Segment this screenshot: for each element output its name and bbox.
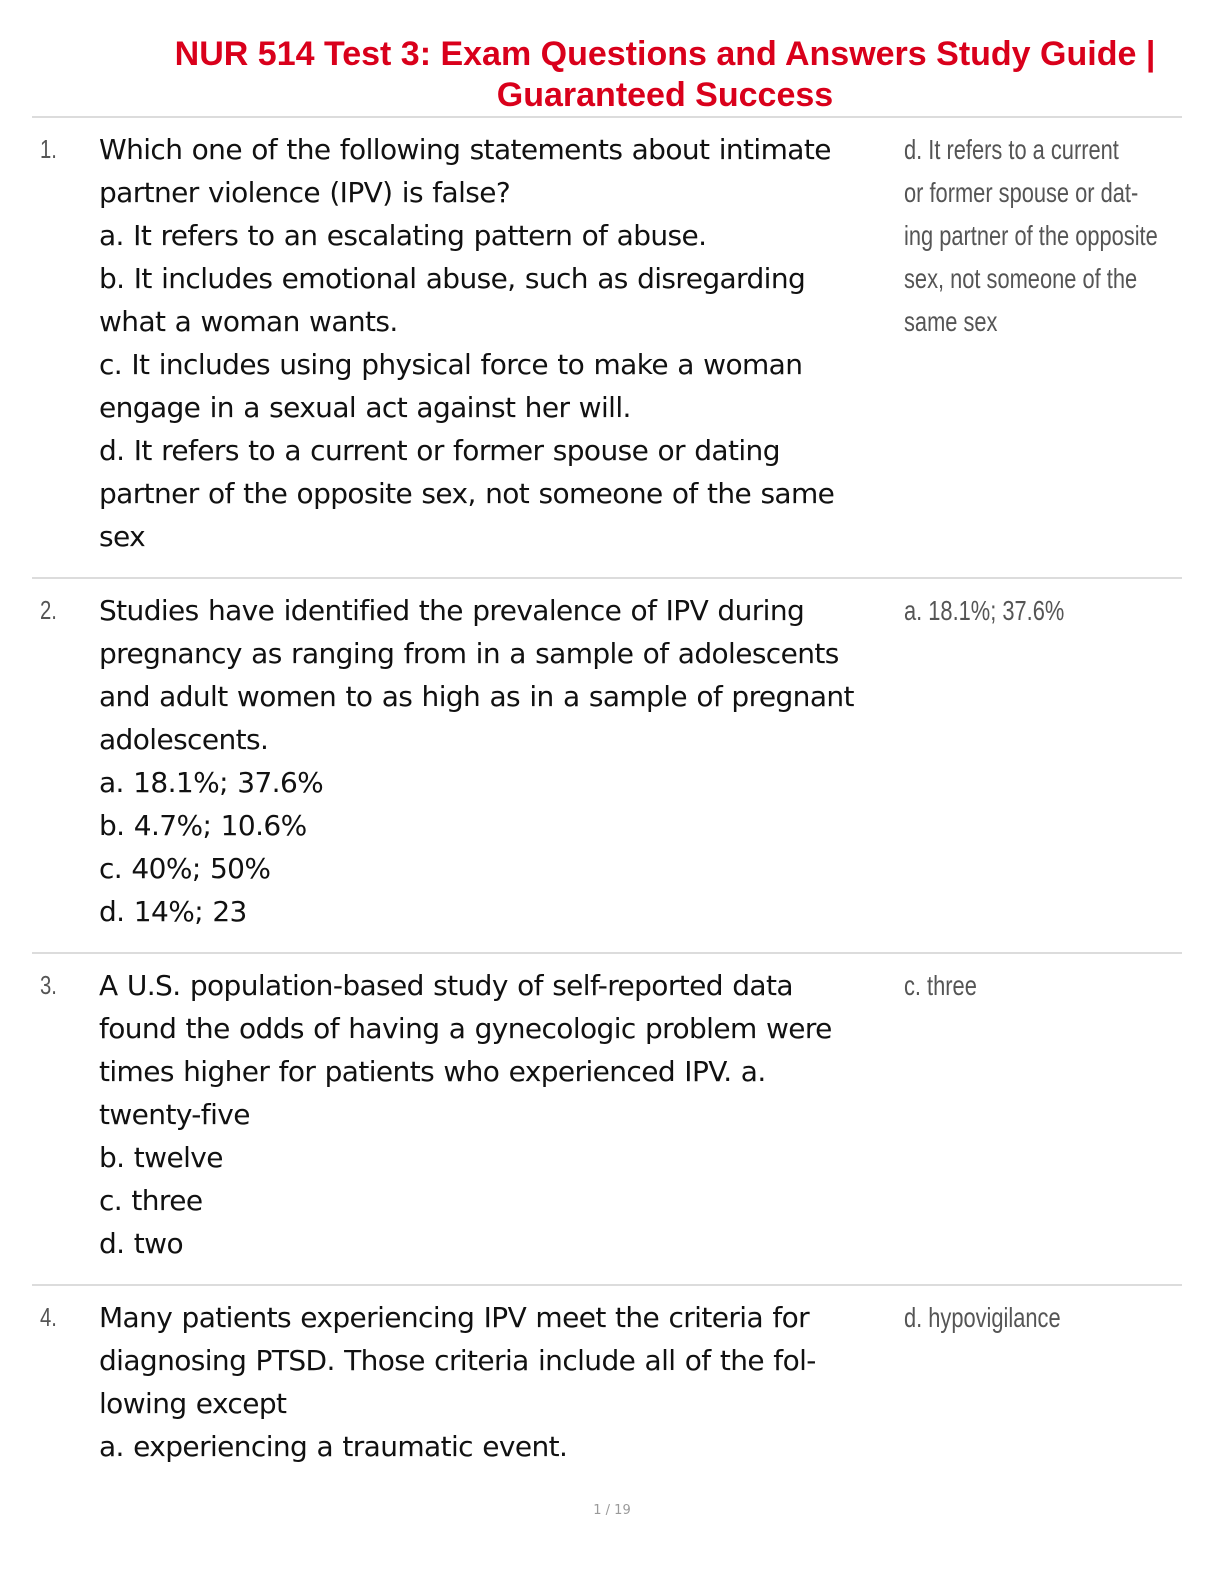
answer-line: ing partner of the opposite (904, 220, 1158, 251)
question-number: 3. (40, 970, 57, 1000)
answer-line: d. It refers to a current (904, 134, 1119, 165)
answer-text (904, 1296, 1138, 1339)
answer-text (904, 589, 1138, 632)
answer-line: sex, not someone of the (904, 263, 1138, 294)
question-line: c. three (99, 1184, 203, 1217)
question-number: 4. (40, 1302, 57, 1332)
question-line: pregnancy as ranging from in a sample of adolescents (99, 637, 839, 670)
question-line: sex (99, 520, 146, 553)
question-line: b. It includes emotional abuse, such as disregarding (99, 262, 806, 295)
document-title-line-2: Guaranteed Success (496, 76, 834, 114)
question-number: 2. (40, 595, 57, 625)
question-text (99, 128, 899, 558)
question-line: b. 4.7%; 10.6% (99, 809, 307, 842)
question-line: diagnosing PTSD. Those criteria include all of the fol- (99, 1344, 816, 1377)
question-number: 1. (40, 134, 57, 164)
question-line: partner of the opposite sex, not someone of the same (99, 477, 835, 510)
question-line: times higher for patients who experienced IPV. a. (99, 1055, 766, 1088)
divider (32, 577, 1182, 579)
question-line: twenty-five (99, 1098, 250, 1131)
question-line: Which one of the following statements about intimate (99, 133, 831, 166)
answer-line: d. hypovigilance (904, 1302, 1061, 1333)
question-line: a. experiencing a traumatic event. (99, 1430, 568, 1463)
question-line: partner violence (IPV) is false? (99, 176, 511, 209)
page-indicator: 1 / 19 (593, 1503, 631, 1518)
question-line: d. two (99, 1227, 183, 1260)
document-title (110, 34, 1220, 116)
question-line: what a woman wants. (99, 305, 398, 338)
answer-text (904, 128, 1158, 343)
question-text (99, 589, 899, 933)
question-line: c. 40%; 50% (99, 852, 271, 885)
question-line: A U.S. population-based study of self-reported data (99, 969, 793, 1002)
answer-line: a. 18.1%; 37.6% (904, 595, 1065, 626)
question-line: adolescents. (99, 723, 269, 756)
divider (32, 116, 1182, 118)
answer-line: c. three (904, 970, 977, 1001)
question-line: Many patients experiencing IPV meet the criteria for (99, 1301, 810, 1334)
question-line: d. It refers to a current or former spouse or dating (99, 434, 780, 467)
question-text (99, 964, 899, 1265)
question-line: c. It includes using physical force to make a woman (99, 348, 803, 381)
question-line: and adult women to as high as in a sample of pregnant (99, 680, 854, 713)
question-text (99, 1296, 899, 1468)
question-line: a. It refers to an escalating pattern of abuse. (99, 219, 707, 252)
document-title-line-1: NUR 514 Test 3: Exam Questions and Answers Study Guide | (174, 35, 1156, 73)
divider (32, 1284, 1182, 1286)
question-line: a. 18.1%; 37.6% (99, 766, 324, 799)
question-line: d. 14%; 23 (99, 895, 247, 928)
question-line: lowing except (99, 1387, 287, 1420)
question-line: engage in a sexual act against her will. (99, 391, 631, 424)
answer-line: or former spouse or dat- (904, 177, 1139, 208)
question-line: found the odds of having a gynecologic problem were (99, 1012, 832, 1045)
divider (32, 952, 1182, 954)
question-line: Studies have identified the prevalence of IPV during (99, 594, 805, 627)
answer-text (904, 964, 1138, 1007)
answer-line: same sex (904, 306, 998, 337)
question-line: b. twelve (99, 1141, 223, 1174)
